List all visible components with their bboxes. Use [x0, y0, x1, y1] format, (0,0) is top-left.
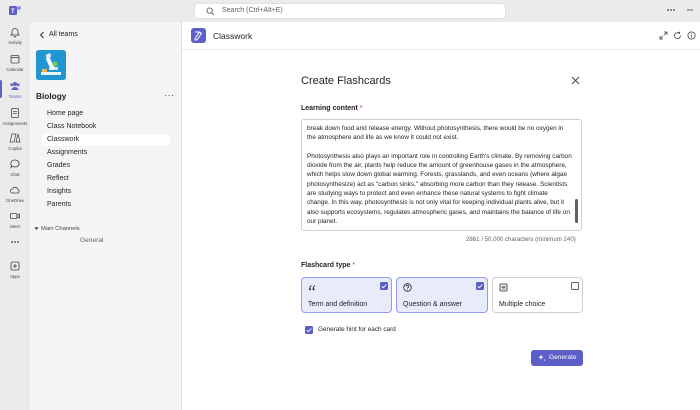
flashcard-type-label: [301, 262, 355, 269]
bell-icon: [9, 26, 21, 38]
close-icon[interactable]: [571, 76, 580, 85]
nav-item-home-page[interactable]: Home page: [47, 110, 84, 117]
question-icon: [403, 283, 412, 292]
more-icon: [9, 236, 21, 248]
apps-icon: [9, 260, 21, 272]
nav-item-class-notebook[interactable]: Class Notebook: [47, 123, 97, 130]
required-mark: *: [352, 262, 356, 269]
back-label: All teams: [49, 31, 78, 38]
generate-label: Generate: [549, 354, 577, 361]
nav-item-classwork[interactable]: Classwork: [42, 134, 170, 146]
dialog-title: Create Flashcards: [301, 75, 391, 87]
svg-text:T: T: [11, 9, 15, 15]
rail-label: Copilot: [8, 146, 22, 151]
character-count: 2861 / 50,000 characters (minimum 240): [466, 236, 576, 243]
rail-onedrive[interactable]: [0, 182, 30, 208]
checkmark-icon: [380, 282, 388, 290]
required-mark: *: [359, 105, 363, 112]
minimize-icon[interactable]: [684, 4, 696, 16]
all-teams-back-button[interactable]: [38, 30, 178, 42]
search-placeholder: Search (Ctrl+Alt+E): [222, 7, 283, 14]
main-channels-header[interactable]: [34, 226, 80, 232]
type-checkbox[interactable]: [476, 282, 484, 290]
learning-content-label-text: Learning content: [301, 105, 358, 112]
rail-label: OneDrive: [5, 198, 25, 203]
teams-icon: [9, 80, 21, 92]
chevron-left-icon: [38, 31, 46, 39]
team-avatar: [36, 50, 66, 80]
rail-meet[interactable]: [0, 208, 30, 234]
checkmark-icon: [476, 282, 484, 290]
rail-label: Meet: [10, 224, 20, 229]
scrollbar-thumb[interactable]: [575, 199, 578, 223]
content-paragraph: Photosynthesis also plays an important role in controlling Earth's climate. By removing carbon dioxide from the air, plants help reduce the amount of greenhouse gases in the atmosphere, which helps slow down global warming. Forests, grasslands, and even oceans (where algae photosynthesize) act as "carbon sinks," absorbing more carbon than they release. Scientists are studying ways to protect and even enhance these natural systems to fight climate change. In this way, photosynthesis is not only vital for keeping individual plants alive, but it also supports ecosystems, regulates atmospheric gases, and maintains the balance of life on our planet.: [307, 152, 572, 225]
more-options-icon[interactable]: [666, 5, 676, 15]
learning-content-label: [301, 105, 362, 112]
rail-label: Calendar: [6, 67, 24, 72]
hint-checkbox[interactable]: [305, 326, 313, 334]
nav-item-assignments[interactable]: Assignments: [47, 149, 88, 156]
cloud-icon: [9, 184, 21, 196]
rail-calendar[interactable]: [0, 51, 30, 77]
type-option-label: Question & answer: [403, 301, 463, 308]
type-checkbox[interactable]: [571, 282, 579, 290]
microscope-icon: [36, 50, 66, 80]
team-more-button[interactable]: ···: [164, 90, 175, 100]
nav-item-reflect[interactable]: Reflect: [47, 175, 69, 182]
search-input[interactable]: [194, 3, 506, 19]
calendar-icon: [9, 53, 21, 65]
video-icon: [9, 210, 21, 222]
rail-label: Chat: [10, 172, 20, 177]
team-pane: [30, 22, 182, 410]
content-paragraph: break down food and release energy. Without photosynthesis, there would be no oxygen in the atmosphere and life as we know it could not exist.: [307, 125, 564, 142]
rail-label: Assignments: [2, 121, 28, 126]
rail-label: Teams: [8, 94, 22, 99]
type-checkbox[interactable]: [380, 282, 388, 290]
page-title: Classwork: [213, 31, 253, 41]
rail-more[interactable]: [0, 234, 30, 260]
app-rail: [0, 22, 30, 410]
type-option-question-answer[interactable]: [396, 277, 488, 313]
rail-teams[interactable]: [0, 78, 30, 104]
caret-down-icon: [34, 226, 39, 231]
teams-logo-icon: [9, 5, 21, 16]
type-option-term-definition[interactable]: [301, 277, 392, 313]
rail-assignments[interactable]: [0, 105, 30, 131]
list-icon: [499, 283, 508, 292]
hint-label: Generate hint for each card: [318, 326, 396, 333]
channel-general[interactable]: General: [80, 237, 104, 244]
classwork-app-icon: [191, 28, 206, 43]
flashcard-type-label-text: Flashcard type: [301, 262, 351, 269]
nav-item-parents[interactable]: Parents: [47, 201, 72, 208]
type-option-label: Term and definition: [308, 301, 368, 308]
rail-activity[interactable]: [0, 24, 30, 50]
assignments-icon: [9, 107, 21, 119]
learning-content-text: [307, 124, 572, 231]
expand-icon[interactable]: [659, 31, 668, 40]
generate-button[interactable]: [531, 350, 583, 366]
chat-icon: [9, 158, 21, 170]
info-icon[interactable]: [687, 31, 696, 40]
nav-item-insights[interactable]: Insights: [47, 188, 72, 195]
refresh-icon[interactable]: [673, 31, 682, 40]
checkmark-icon: [305, 326, 313, 334]
learning-content-textarea[interactable]: [301, 119, 582, 231]
main-header: [182, 22, 700, 50]
search-icon: [206, 7, 215, 16]
title-bar: [0, 0, 700, 22]
copilot-icon: [9, 132, 21, 144]
section-label: Main Channels: [41, 226, 80, 233]
rail-apps[interactable]: [0, 258, 30, 284]
quote-icon: [308, 283, 317, 292]
nav-item-grades[interactable]: Grades: [47, 162, 70, 169]
main-content: [182, 22, 700, 410]
sparkle-icon: [538, 354, 546, 362]
rail-label: Activity: [8, 40, 22, 45]
rail-chat[interactable]: [0, 156, 30, 182]
team-name: Biology: [36, 91, 67, 101]
rail-copilot[interactable]: [0, 130, 30, 156]
type-option-label: Multiple choice: [499, 301, 546, 308]
type-option-multiple-choice[interactable]: [492, 277, 583, 313]
rail-label: Apps: [10, 274, 20, 279]
